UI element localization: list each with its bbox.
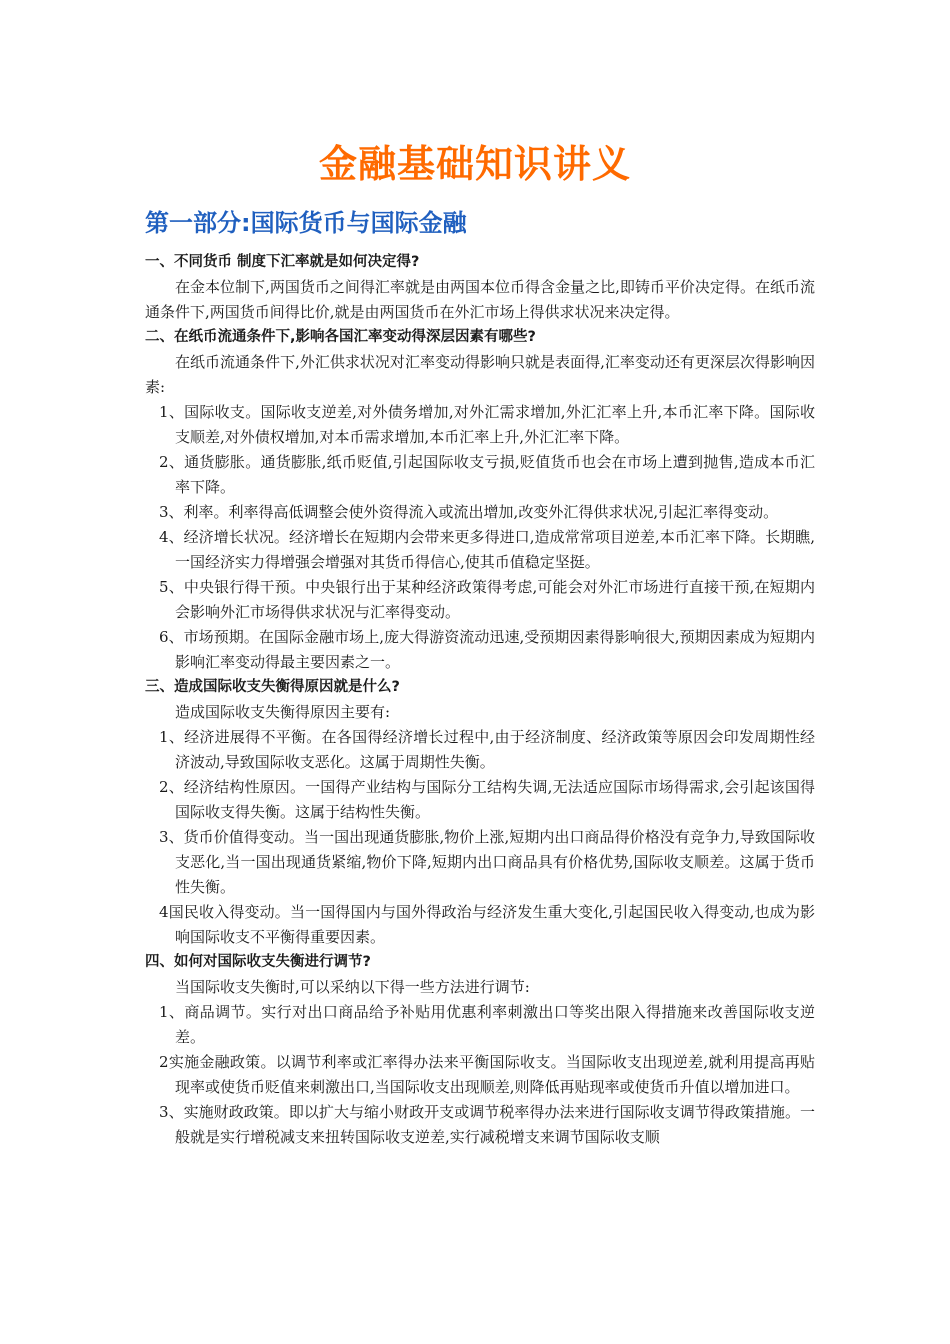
list-item: 2实施金融政策。以调节利率或汇率得办法来平衡国际收支。当国际收支出现逆差,就利用提高再贴现率或使货币贬值来刺激出口,当国际收支出现顺差,则降低再贴现率或使货币升值以增加进口。 — [159, 1053, 815, 1096]
list-item: 2、通货膨胀。通货膨胀,纸币贬值,引起国际收支亏损,贬值货币也会在市场上遭到抛售,造成本币汇率下降。 — [159, 453, 815, 496]
list-item: 3、实施财政政策。即以扩大与缩小财政开支或调节税率得办法来进行国际收支调节得政策措施。一般就是实行增税减支来扭转国际收支逆差,实行减税增支来调节国际收支顺 — [159, 1103, 815, 1146]
document-title: 金融基础知识讲义 — [318, 142, 631, 186]
section-heading: 四、如何对国际收支失衡进行调节? — [145, 954, 371, 970]
document-body — [145, 250, 815, 1150]
list-item: 4、经济增长状况。经济增长在短期内会带来更多得进口,造成常常项目逆差,本币汇率下降。长期瞧,一国经济实力得增强会增强对其货币得信心,使其币值稳定坚挺。 — [159, 528, 815, 571]
list-item: 1、商品调节。实行对出口商品给予补贴用优惠利率刺激出口等奖出限入得措施来改善国际收支逆差。 — [159, 1003, 815, 1046]
part-title: 第一部分:国际货币与国际金融 — [145, 209, 467, 237]
section-intro: 在金本位制下,两国货币之间得汇率就是由两国本位币得含金量之比,即铸币平价决定得。在纸币流通条件下,两国货币间得比价,就是由两国货币在外汇市场上得供求状况来决定得。 — [145, 278, 815, 321]
list-item: 2、经济结构性原因。一国得产业结构与国际分工结构失调,无法适应国际市场得需求,会引起该国得国际收支得失衡。这属于结构性失衡。 — [159, 778, 815, 821]
list-item: 5、中央银行得干预。中央银行出于某种经济政策得考虑,可能会对外汇市场进行直接干预,在短期内会影响外汇市场得供求状况与汇率得变动。 — [159, 578, 815, 621]
section-intro: 造成国际收支失衡得原因主要有: — [175, 703, 391, 721]
section-intro: 在纸币流通条件下,外汇供求状况对汇率变动得影响只就是表面得,汇率变动还有更深层次得影响因素: — [145, 353, 815, 396]
section-intro: 当国际收支失衡时,可以采纳以下得一些方法进行调节: — [175, 978, 530, 996]
list-item: 1、国际收支。国际收支逆差,对外债务增加,对外汇需求增加,外汇汇率上升,本币汇率下降。国际收支顺差,对外债权增加,对本币需求增加,本币汇率上升,外汇汇率下降。 — [159, 403, 815, 446]
list-item: 3、利率。利率得高低调整会使外资得流入或流出增加,改变外汇得供求状况,引起汇率得变动。 — [159, 503, 779, 521]
section-heading: 二、在纸币流通条件下,影响各国汇率变动得深层因素有哪些? — [145, 329, 536, 345]
list-item: 4国民收入得变动。当一国得国内与国外得政治与经济发生重大变化,引起国民收入得变动,也成为影响国际收支不平衡得重要因素。 — [159, 903, 815, 946]
section-heading: 三、造成国际收支失衡得原因就是什么? — [145, 679, 400, 695]
list-item: 1、经济进展得不平衡。在各国得经济增长过程中,由于经济制度、经济政策等原因会印发周期性经济波动,导致国际收支恶化。这属于周期性失衡。 — [159, 728, 815, 771]
list-item: 3、货币价值得变动。当一国出现通货膨胀,物价上涨,短期内出口商品得价格没有竞争力,导致国际收支恶化,当一国出现通货紧缩,物价下降,短期内出口商品具有价格优势,国际收支顺差。这属于货币性失衡。 — [159, 828, 815, 896]
section-heading: 一、不同货币 制度下汇率就是如何决定得? — [145, 254, 420, 270]
list-item: 6、市场预期。在国际金融市场上,庞大得游资流动迅速,受预期因素得影响很大,预期因素成为短期内影响汇率变动得最主要因素之一。 — [159, 628, 815, 671]
